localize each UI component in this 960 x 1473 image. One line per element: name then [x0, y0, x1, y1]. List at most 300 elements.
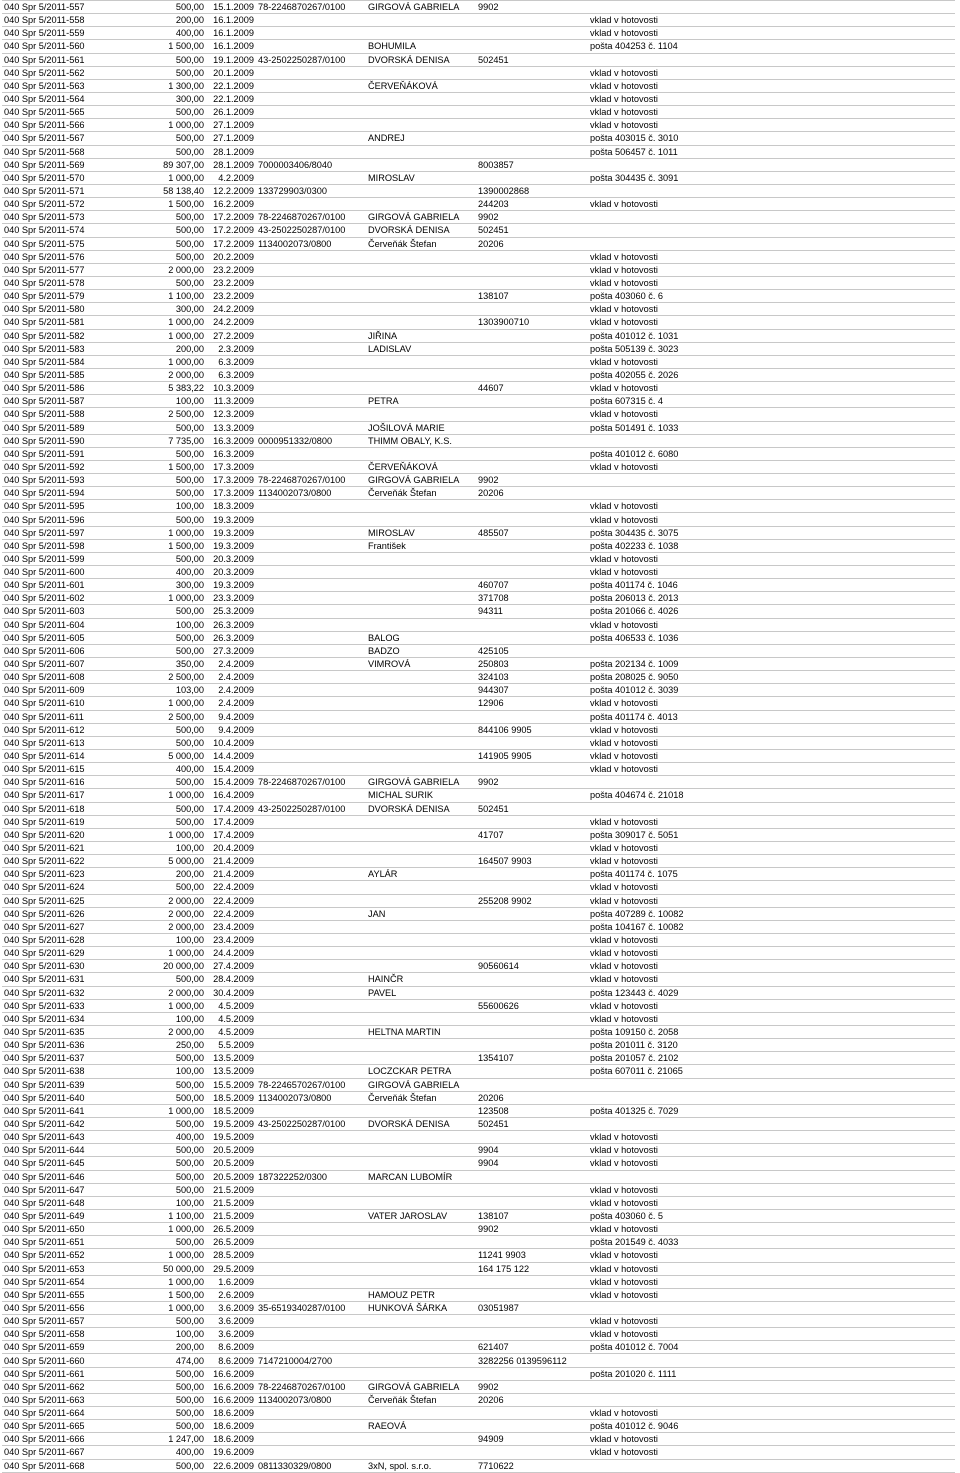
- date-cell: 19.3.2009: [208, 539, 256, 552]
- table-row: [2, 237, 955, 250]
- date-cell: 22.1.2009: [208, 79, 256, 92]
- note-cell: vklad v hotovosti: [588, 1315, 955, 1328]
- note-cell: [588, 1459, 955, 1472]
- table-row: [2, 79, 955, 92]
- amount-cell: 500,00: [134, 421, 208, 434]
- note-cell: pošta 201020 č. 1111: [588, 1367, 955, 1380]
- record-id-cell: 040 Spr 5/2011-617: [2, 789, 134, 802]
- table-row: [2, 1131, 955, 1144]
- note-cell: [588, 1, 955, 14]
- reference-cell: [476, 1407, 588, 1420]
- date-cell: 16.3.2009: [208, 434, 256, 447]
- amount-cell: 500,00: [134, 1315, 208, 1328]
- name-cell: [366, 894, 476, 907]
- note-cell: vklad v hotovosti: [588, 1223, 955, 1236]
- name-cell: [366, 960, 476, 973]
- date-cell: 27.4.2009: [208, 960, 256, 973]
- amount-cell: 100,00: [134, 500, 208, 513]
- note-cell: vklad v hotovosti: [588, 250, 955, 263]
- note-cell: pošta 401325 č. 7029: [588, 1104, 955, 1117]
- name-cell: GIRGOVÁ GABRIELA: [366, 1380, 476, 1393]
- note-cell: vklad v hotovosti: [588, 27, 955, 40]
- table-row: [2, 106, 955, 119]
- record-id-cell: 040 Spr 5/2011-644: [2, 1144, 134, 1157]
- table-row: [2, 1236, 955, 1249]
- table-row: [2, 1039, 955, 1052]
- name-cell: ČERVEŇÁKOVÁ: [366, 79, 476, 92]
- amount-cell: 2 500,00: [134, 408, 208, 421]
- amount-cell: 1 500,00: [134, 1288, 208, 1301]
- record-id-cell: 040 Spr 5/2011-610: [2, 697, 134, 710]
- reference-cell: 20206: [476, 487, 588, 500]
- account-cell: 43-2502250287/0100: [256, 1117, 366, 1130]
- note-cell: [588, 1393, 955, 1406]
- record-id-cell: 040 Spr 5/2011-596: [2, 513, 134, 526]
- amount-cell: 500,00: [134, 487, 208, 500]
- name-cell: [366, 618, 476, 631]
- amount-cell: 500,00: [134, 644, 208, 657]
- account-cell: [256, 1446, 366, 1459]
- reference-cell: [476, 907, 588, 920]
- amount-cell: 500,00: [134, 1407, 208, 1420]
- table-row: [2, 1025, 955, 1038]
- table-row: [2, 263, 955, 276]
- note-cell: pošta 202134 č. 1009: [588, 658, 955, 671]
- note-cell: pošta 403060 č. 6: [588, 290, 955, 303]
- amount-cell: 2 000,00: [134, 986, 208, 999]
- table-row: [2, 487, 955, 500]
- note-cell: pošta 401012 č. 9046: [588, 1420, 955, 1433]
- note-cell: pošta 501491 č. 1033: [588, 421, 955, 434]
- table-row: [2, 1223, 955, 1236]
- amount-cell: 500,00: [134, 1052, 208, 1065]
- name-cell: [366, 815, 476, 828]
- date-cell: 23.2.2009: [208, 290, 256, 303]
- account-cell: 78-2246870267/0100: [256, 211, 366, 224]
- record-id-cell: 040 Spr 5/2011-597: [2, 526, 134, 539]
- table-row: [2, 1354, 955, 1367]
- table-row: [2, 355, 955, 368]
- amount-cell: 500,00: [134, 736, 208, 749]
- name-cell: [366, 1223, 476, 1236]
- reference-cell: [476, 329, 588, 342]
- account-cell: [256, 316, 366, 329]
- table-row: [2, 276, 955, 289]
- table-row: [2, 1144, 955, 1157]
- account-cell: [256, 750, 366, 763]
- record-id-cell: 040 Spr 5/2011-588: [2, 408, 134, 421]
- name-cell: GIRGOVÁ GABRIELA: [366, 776, 476, 789]
- reference-cell: [476, 552, 588, 565]
- amount-cell: 1 000,00: [134, 316, 208, 329]
- reference-cell: [476, 408, 588, 421]
- record-id-cell: 040 Spr 5/2011-645: [2, 1157, 134, 1170]
- amount-cell: 200,00: [134, 868, 208, 881]
- date-cell: 20.4.2009: [208, 842, 256, 855]
- account-cell: [256, 1144, 366, 1157]
- record-id-cell: 040 Spr 5/2011-579: [2, 290, 134, 303]
- table-row: [2, 460, 955, 473]
- reference-cell: [476, 1236, 588, 1249]
- amount-cell: 100,00: [134, 1196, 208, 1209]
- table-row: [2, 382, 955, 395]
- amount-cell: 1 000,00: [134, 1275, 208, 1288]
- amount-cell: 1 100,00: [134, 290, 208, 303]
- account-cell: 1134002073/0800: [256, 487, 366, 500]
- date-cell: 15.5.2009: [208, 1078, 256, 1091]
- account-cell: [256, 1052, 366, 1065]
- account-cell: [256, 526, 366, 539]
- table-row: [2, 1315, 955, 1328]
- reference-cell: 9902: [476, 474, 588, 487]
- record-id-cell: 040 Spr 5/2011-668: [2, 1459, 134, 1472]
- name-cell: [366, 736, 476, 749]
- amount-cell: 5 000,00: [134, 855, 208, 868]
- name-cell: [366, 1315, 476, 1328]
- reference-cell: [476, 1131, 588, 1144]
- table-row: [2, 1328, 955, 1341]
- amount-cell: 2 000,00: [134, 263, 208, 276]
- account-cell: [256, 27, 366, 40]
- table-row: [2, 1104, 955, 1117]
- amount-cell: 1 000,00: [134, 1301, 208, 1314]
- account-cell: [256, 973, 366, 986]
- note-cell: [588, 474, 955, 487]
- date-cell: 28.1.2009: [208, 145, 256, 158]
- account-cell: 1134002073/0800: [256, 1091, 366, 1104]
- table-row: [2, 447, 955, 460]
- record-id-cell: 040 Spr 5/2011-612: [2, 723, 134, 736]
- name-cell: MARCAN LUBOMÍR: [366, 1170, 476, 1183]
- date-cell: 12.3.2009: [208, 408, 256, 421]
- table-row: [2, 145, 955, 158]
- record-id-cell: 040 Spr 5/2011-621: [2, 842, 134, 855]
- reference-cell: 03051987: [476, 1301, 588, 1314]
- record-id-cell: 040 Spr 5/2011-624: [2, 881, 134, 894]
- amount-cell: 500,00: [134, 224, 208, 237]
- name-cell: [366, 1012, 476, 1025]
- reference-cell: 425105: [476, 644, 588, 657]
- name-cell: [366, 1052, 476, 1065]
- table-row: [2, 250, 955, 263]
- record-id-cell: 040 Spr 5/2011-602: [2, 592, 134, 605]
- note-cell: vklad v hotovosti: [588, 66, 955, 79]
- amount-cell: 500,00: [134, 631, 208, 644]
- amount-cell: 300,00: [134, 579, 208, 592]
- note-cell: vklad v hotovosti: [588, 119, 955, 132]
- note-cell: vklad v hotovosti: [588, 513, 955, 526]
- date-cell: 18.6.2009: [208, 1433, 256, 1446]
- name-cell: [366, 355, 476, 368]
- record-id-cell: 040 Spr 5/2011-572: [2, 198, 134, 211]
- amount-cell: 5 383,22: [134, 382, 208, 395]
- amount-cell: 1 000,00: [134, 1223, 208, 1236]
- account-cell: [256, 382, 366, 395]
- date-cell: 10.3.2009: [208, 382, 256, 395]
- account-cell: [256, 868, 366, 881]
- reference-cell: [476, 421, 588, 434]
- record-id-cell: 040 Spr 5/2011-591: [2, 447, 134, 460]
- record-id-cell: 040 Spr 5/2011-564: [2, 92, 134, 105]
- account-cell: [256, 342, 366, 355]
- record-id-cell: 040 Spr 5/2011-558: [2, 14, 134, 27]
- account-cell: [256, 106, 366, 119]
- record-id-cell: 040 Spr 5/2011-611: [2, 710, 134, 723]
- name-cell: DVORSKÁ DENISA: [366, 802, 476, 815]
- table-row: [2, 92, 955, 105]
- record-id-cell: 040 Spr 5/2011-607: [2, 658, 134, 671]
- reference-cell: [476, 1367, 588, 1380]
- name-cell: [366, 1131, 476, 1144]
- reference-cell: [476, 1315, 588, 1328]
- record-id-cell: 040 Spr 5/2011-571: [2, 184, 134, 197]
- date-cell: 18.6.2009: [208, 1420, 256, 1433]
- reference-cell: [476, 145, 588, 158]
- record-id-cell: 040 Spr 5/2011-647: [2, 1183, 134, 1196]
- table-row: [2, 368, 955, 381]
- reference-cell: [476, 447, 588, 460]
- record-id-cell: 040 Spr 5/2011-658: [2, 1328, 134, 1341]
- record-id-cell: 040 Spr 5/2011-627: [2, 920, 134, 933]
- note-cell: [588, 1117, 955, 1130]
- amount-cell: 500,00: [134, 1078, 208, 1091]
- name-cell: LADISLAV: [366, 342, 476, 355]
- amount-cell: 300,00: [134, 92, 208, 105]
- note-cell: [588, 1380, 955, 1393]
- reference-cell: 1354107: [476, 1052, 588, 1065]
- account-cell: [256, 1249, 366, 1262]
- table-row: [2, 828, 955, 841]
- reference-cell: 250803: [476, 658, 588, 671]
- note-cell: pošta 403060 č. 5: [588, 1209, 955, 1222]
- reference-cell: [476, 1328, 588, 1341]
- note-cell: pošta 309017 č. 5051: [588, 828, 955, 841]
- table-row: [2, 658, 955, 671]
- note-cell: vklad v hotovosti: [588, 947, 955, 960]
- amount-cell: 2 000,00: [134, 368, 208, 381]
- account-cell: 0811330329/0800: [256, 1459, 366, 1472]
- name-cell: [366, 106, 476, 119]
- note-cell: vklad v hotovosti: [588, 1407, 955, 1420]
- name-cell: [366, 316, 476, 329]
- note-cell: vklad v hotovosti: [588, 1144, 955, 1157]
- name-cell: [366, 697, 476, 710]
- name-cell: [366, 1144, 476, 1157]
- amount-cell: 1 000,00: [134, 1104, 208, 1117]
- note-cell: vklad v hotovosti: [588, 973, 955, 986]
- amount-cell: 500,00: [134, 723, 208, 736]
- record-id-cell: 040 Spr 5/2011-559: [2, 27, 134, 40]
- note-cell: pošta 505139 č. 3023: [588, 342, 955, 355]
- note-cell: vklad v hotovosti: [588, 750, 955, 763]
- name-cell: [366, 92, 476, 105]
- reference-cell: 9902: [476, 776, 588, 789]
- amount-cell: 1 000,00: [134, 697, 208, 710]
- name-cell: [366, 1407, 476, 1420]
- account-cell: [256, 671, 366, 684]
- account-cell: [256, 329, 366, 342]
- date-cell: 17.4.2009: [208, 815, 256, 828]
- note-cell: vklad v hotovosti: [588, 1275, 955, 1288]
- account-cell: [256, 736, 366, 749]
- note-cell: vklad v hotovosti: [588, 79, 955, 92]
- record-id-cell: 040 Spr 5/2011-586: [2, 382, 134, 395]
- table-row: [2, 671, 955, 684]
- note-cell: [588, 802, 955, 815]
- reference-cell: 621407: [476, 1341, 588, 1354]
- account-cell: [256, 460, 366, 473]
- record-id-cell: 040 Spr 5/2011-632: [2, 986, 134, 999]
- amount-cell: 2 000,00: [134, 894, 208, 907]
- date-cell: 16.1.2009: [208, 14, 256, 27]
- name-cell: [366, 579, 476, 592]
- note-cell: pošta 401012 č. 1031: [588, 329, 955, 342]
- amount-cell: 500,00: [134, 145, 208, 158]
- note-cell: vklad v hotovosti: [588, 723, 955, 736]
- account-cell: [256, 1131, 366, 1144]
- note-cell: vklad v hotovosti: [588, 842, 955, 855]
- account-cell: [256, 276, 366, 289]
- reference-cell: 90560614: [476, 960, 588, 973]
- record-id-cell: 040 Spr 5/2011-664: [2, 1407, 134, 1420]
- name-cell: JOŠILOVÁ MARIE: [366, 421, 476, 434]
- note-cell: vklad v hotovosti: [588, 815, 955, 828]
- date-cell: 22.4.2009: [208, 894, 256, 907]
- record-id-cell: 040 Spr 5/2011-578: [2, 276, 134, 289]
- table-row: [2, 1433, 955, 1446]
- date-cell: 23.4.2009: [208, 933, 256, 946]
- record-id-cell: 040 Spr 5/2011-626: [2, 907, 134, 920]
- record-id-cell: 040 Spr 5/2011-667: [2, 1446, 134, 1459]
- amount-cell: 500,00: [134, 211, 208, 224]
- note-cell: [588, 487, 955, 500]
- name-cell: [366, 447, 476, 460]
- record-id-cell: 040 Spr 5/2011-599: [2, 552, 134, 565]
- name-cell: [366, 1249, 476, 1262]
- name-cell: PAVEL: [366, 986, 476, 999]
- date-cell: 28.4.2009: [208, 973, 256, 986]
- reference-cell: 41707: [476, 828, 588, 841]
- record-id-cell: 040 Spr 5/2011-631: [2, 973, 134, 986]
- date-cell: 16.6.2009: [208, 1393, 256, 1406]
- table-row: [2, 1, 955, 14]
- table-row: [2, 1446, 955, 1459]
- reference-cell: [476, 500, 588, 513]
- note-cell: vklad v hotovosti: [588, 355, 955, 368]
- name-cell: [366, 198, 476, 211]
- note-cell: pošta 607315 č. 4: [588, 395, 955, 408]
- date-cell: 13.3.2009: [208, 421, 256, 434]
- note-cell: vklad v hotovosti: [588, 263, 955, 276]
- account-cell: [256, 1196, 366, 1209]
- amount-cell: 400,00: [134, 27, 208, 40]
- reference-cell: 11241 9903: [476, 1249, 588, 1262]
- reference-cell: 844106 9905: [476, 723, 588, 736]
- account-cell: [256, 907, 366, 920]
- record-id-cell: 040 Spr 5/2011-656: [2, 1301, 134, 1314]
- reference-cell: [476, 1025, 588, 1038]
- account-cell: [256, 395, 366, 408]
- date-cell: 2.4.2009: [208, 697, 256, 710]
- account-cell: [256, 828, 366, 841]
- reference-cell: [476, 276, 588, 289]
- reference-cell: [476, 303, 588, 316]
- reference-cell: [476, 79, 588, 92]
- note-cell: [588, 1170, 955, 1183]
- name-cell: MICHAL SURIK: [366, 789, 476, 802]
- amount-cell: 500,00: [134, 53, 208, 66]
- date-cell: 1.6.2009: [208, 1275, 256, 1288]
- record-id-cell: 040 Spr 5/2011-592: [2, 460, 134, 473]
- amount-cell: 500,00: [134, 447, 208, 460]
- table-row: [2, 40, 955, 53]
- date-cell: 17.2.2009: [208, 237, 256, 250]
- record-id-cell: 040 Spr 5/2011-661: [2, 1367, 134, 1380]
- note-cell: vklad v hotovosti: [588, 933, 955, 946]
- name-cell: BALOG: [366, 631, 476, 644]
- record-id-cell: 040 Spr 5/2011-640: [2, 1091, 134, 1104]
- name-cell: [366, 14, 476, 27]
- note-cell: [588, 1354, 955, 1367]
- amount-cell: 1 500,00: [134, 539, 208, 552]
- table-row: [2, 1117, 955, 1130]
- table-row: [2, 1459, 955, 1472]
- reference-cell: [476, 789, 588, 802]
- record-id-cell: 040 Spr 5/2011-557: [2, 1, 134, 14]
- note-cell: pošta 402233 č. 1038: [588, 539, 955, 552]
- table-row: [2, 552, 955, 565]
- record-id-cell: 040 Spr 5/2011-657: [2, 1315, 134, 1328]
- table-row: [2, 697, 955, 710]
- reference-cell: [476, 66, 588, 79]
- date-cell: 2.3.2009: [208, 342, 256, 355]
- date-cell: 21.5.2009: [208, 1183, 256, 1196]
- name-cell: [366, 27, 476, 40]
- record-id-cell: 040 Spr 5/2011-593: [2, 474, 134, 487]
- date-cell: 19.6.2009: [208, 1446, 256, 1459]
- table-row: [2, 644, 955, 657]
- note-cell: vklad v hotovosti: [588, 460, 955, 473]
- amount-cell: 200,00: [134, 342, 208, 355]
- amount-cell: 1 500,00: [134, 40, 208, 53]
- table-row: [2, 631, 955, 644]
- date-cell: 9.4.2009: [208, 723, 256, 736]
- note-cell: pošta 208025 č. 9050: [588, 671, 955, 684]
- amount-cell: 500,00: [134, 802, 208, 815]
- note-cell: vklad v hotovosti: [588, 92, 955, 105]
- amount-cell: 1 000,00: [134, 828, 208, 841]
- reference-cell: 485507: [476, 526, 588, 539]
- amount-cell: 500,00: [134, 66, 208, 79]
- date-cell: 22.1.2009: [208, 92, 256, 105]
- record-id-cell: 040 Spr 5/2011-570: [2, 171, 134, 184]
- date-cell: 19.3.2009: [208, 526, 256, 539]
- date-cell: 19.1.2009: [208, 53, 256, 66]
- account-cell: [256, 631, 366, 644]
- reference-cell: [476, 710, 588, 723]
- date-cell: 23.2.2009: [208, 276, 256, 289]
- account-cell: [256, 1433, 366, 1446]
- note-cell: vklad v hotovosti: [588, 618, 955, 631]
- date-cell: 19.5.2009: [208, 1117, 256, 1130]
- amount-cell: 20 000,00: [134, 960, 208, 973]
- table-row: [2, 1407, 955, 1420]
- name-cell: [366, 750, 476, 763]
- note-cell: pošta 404253 č. 1104: [588, 40, 955, 53]
- record-id-cell: 040 Spr 5/2011-633: [2, 999, 134, 1012]
- date-cell: 4.5.2009: [208, 1025, 256, 1038]
- amount-cell: 500,00: [134, 1144, 208, 1157]
